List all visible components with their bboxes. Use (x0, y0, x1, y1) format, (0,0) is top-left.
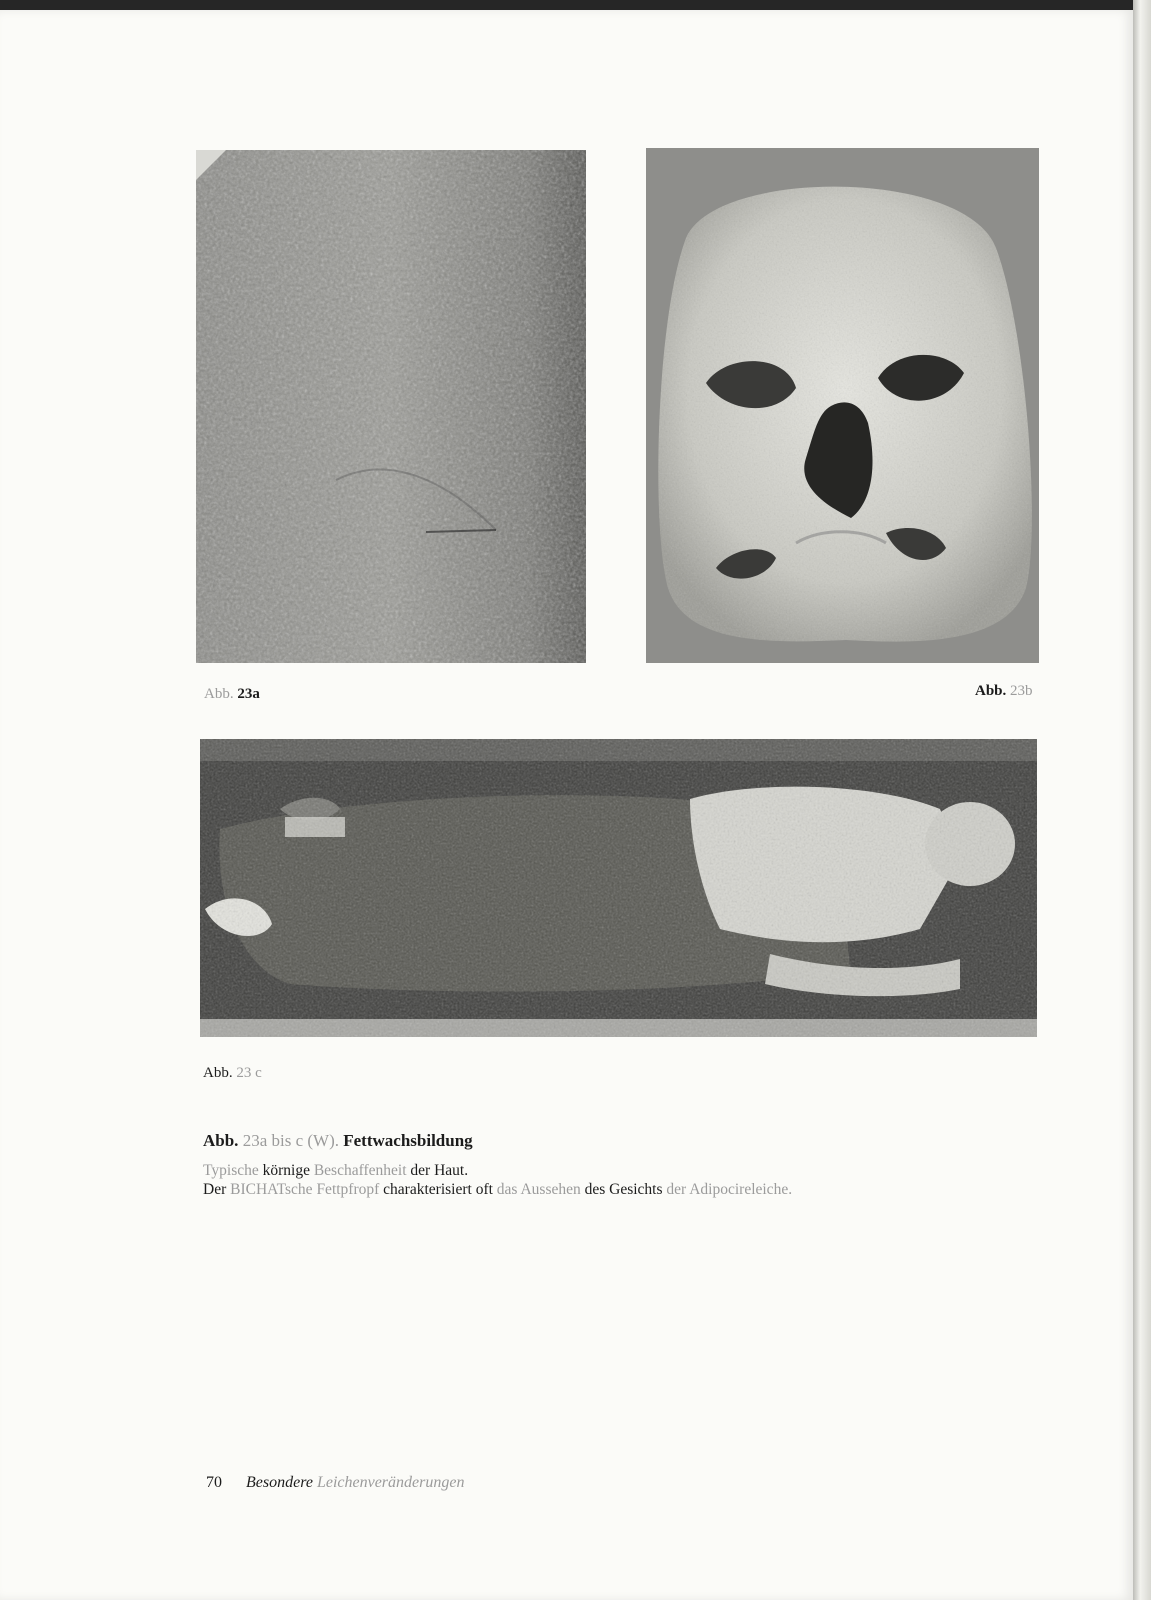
caption-title: Abb. 23a bis c (W). Fettwachsbildung (203, 1131, 473, 1150)
page-edge (1133, 0, 1151, 1600)
page-number: 70 (206, 1474, 222, 1491)
page-footer (206, 1474, 464, 1492)
document-page (0, 10, 1133, 1600)
figure-23b-label: Abb. 23b (975, 683, 1033, 699)
figure-23c-label: Abb. 23 c (203, 1065, 262, 1081)
figure-23b-face-photo (646, 148, 1039, 663)
figure-23a-label: Abb. 23a (204, 686, 260, 702)
figure-23c-body-photo (200, 739, 1037, 1037)
running-title: Besondere Leichenveränderungen (246, 1474, 465, 1491)
figure-caption (203, 1131, 1023, 1199)
caption-line-2: Der BICHATsche Fettpfropf charakterisiert oft das Aussehen des Gesichts der Adipocireleiche. (203, 1181, 793, 1198)
caption-line-1: Typische körnige Beschaffenheit der Haut. (203, 1162, 469, 1179)
figure-23a-skin-photo (196, 150, 586, 663)
